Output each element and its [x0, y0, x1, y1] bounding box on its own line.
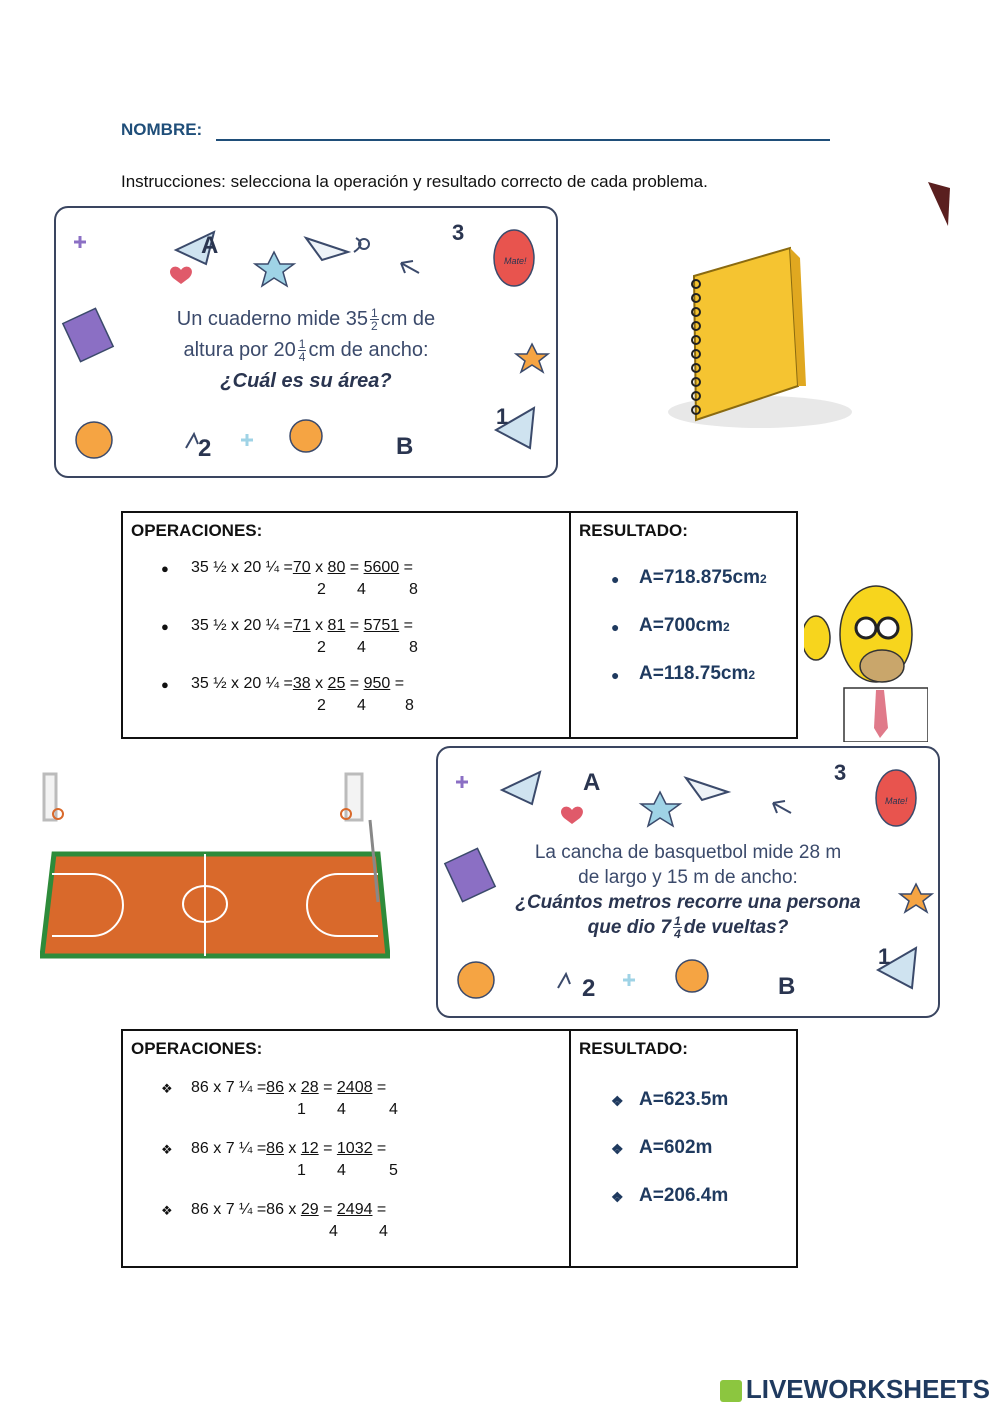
- svg-text:B: B: [778, 973, 796, 1000]
- letter-a: A: [201, 232, 219, 259]
- lightbulb-icon: [290, 420, 322, 452]
- star-icon: [255, 252, 294, 286]
- operation-option-3[interactable]: ❖ 86 x 7 ¼ =86 x 29 = 2494 = 4 4: [161, 1201, 388, 1240]
- notebook-illustration: [660, 236, 856, 432]
- nombre-input-line[interactable]: [216, 139, 830, 141]
- operations-table-2: [121, 1029, 798, 1268]
- number-3: 3: [452, 220, 465, 245]
- operation-option-1[interactable]: ❖ 86 x 7 ¼ =86 x 28 = 2408 = 1 4 4: [161, 1079, 398, 1118]
- letter-b: B: [396, 433, 414, 460]
- svg-text:3: 3: [834, 760, 847, 785]
- results-header: RESULTADO:: [579, 521, 688, 540]
- results-cell: [570, 512, 797, 738]
- problem-1-question: ¿Cuál es su área?: [220, 370, 392, 392]
- problem-2-text: La cancha de basquetbol mide 28 m de largo y 15 m de ancho: ¿Cuántos metros recorre una persona que dio 7 $\frac{1}{4}$ de vueltas?: [515, 842, 861, 942]
- svg-text:1: 1: [878, 944, 891, 969]
- problem-card-1: [54, 206, 558, 478]
- result-option-2[interactable]: ❖ A=602m: [611, 1137, 713, 1158]
- problem-2-question-line-1: ¿Cuántos metros recorre una persona: [515, 892, 861, 913]
- operations-cell: [122, 512, 570, 738]
- results-cell: [570, 1030, 797, 1267]
- logo-icon: [720, 1380, 742, 1402]
- result-option-2[interactable]: ● A=700cm2: [611, 615, 730, 636]
- svg-text:2: 2: [582, 975, 596, 1002]
- result-option-1[interactable]: ● A=718.875cm2: [611, 567, 767, 588]
- svg-text:Mate!: Mate!: [885, 796, 908, 806]
- operations-header: OPERACIONES:: [131, 521, 263, 540]
- basketball-court-illustration: [40, 770, 390, 960]
- operation-option-1[interactable]: ● 35 ½ x 20 ¼ =70 x 80 = 5600 = 2 4 8: [161, 559, 418, 598]
- result-option-1[interactable]: ❖ A=623.5m: [611, 1089, 729, 1110]
- nombre-label: NOMBRE:: [121, 120, 203, 139]
- mate-circle-icon: [76, 422, 112, 458]
- problem-card-2: [436, 746, 940, 1018]
- corner-decoration: [928, 182, 950, 228]
- result-option-3[interactable]: ● A=118.75cm2: [611, 663, 756, 684]
- operation-option-3[interactable]: ● 35 ½ x 20 ¼ =38 x 25 = 950 = 2 4 8: [161, 675, 414, 714]
- number-1: 1: [496, 404, 509, 429]
- svg-text:A: A: [583, 769, 601, 796]
- result-option-3[interactable]: ❖ A=206.4m: [611, 1185, 729, 1206]
- operation-option-2[interactable]: ● 35 ½ x 20 ¼ =71 x 81 = 5751 = 2 4 8: [161, 617, 418, 656]
- heart-icon: [170, 267, 192, 284]
- operations-table-1: [121, 511, 798, 739]
- results-header: RESULTADO:: [579, 1039, 688, 1058]
- instructions: Instrucciones: selecciona la operación y resultado correcto de cada problema.: [121, 172, 708, 191]
- thinking-character-illustration: [804, 578, 928, 742]
- liveworksheets-logo: LIVEWORKSHEETS: [720, 1374, 990, 1405]
- operation-option-2[interactable]: ❖ 86 x 7 ¼ =86 x 12 = 1032 = 1 4 5: [161, 1140, 398, 1179]
- number-2: 2: [198, 435, 212, 462]
- operations-header: OPERACIONES:: [131, 1039, 263, 1058]
- svg-text:Mate!: Mate!: [504, 256, 527, 266]
- problem-1-text: Un cuaderno mide 35 $\frac{1}{2}$ cm de altura por 20 $\frac{1}{4}$ cm de ancho: ¿Cuál es su área?: [176, 306, 436, 392]
- operations-cell: [122, 1030, 570, 1267]
